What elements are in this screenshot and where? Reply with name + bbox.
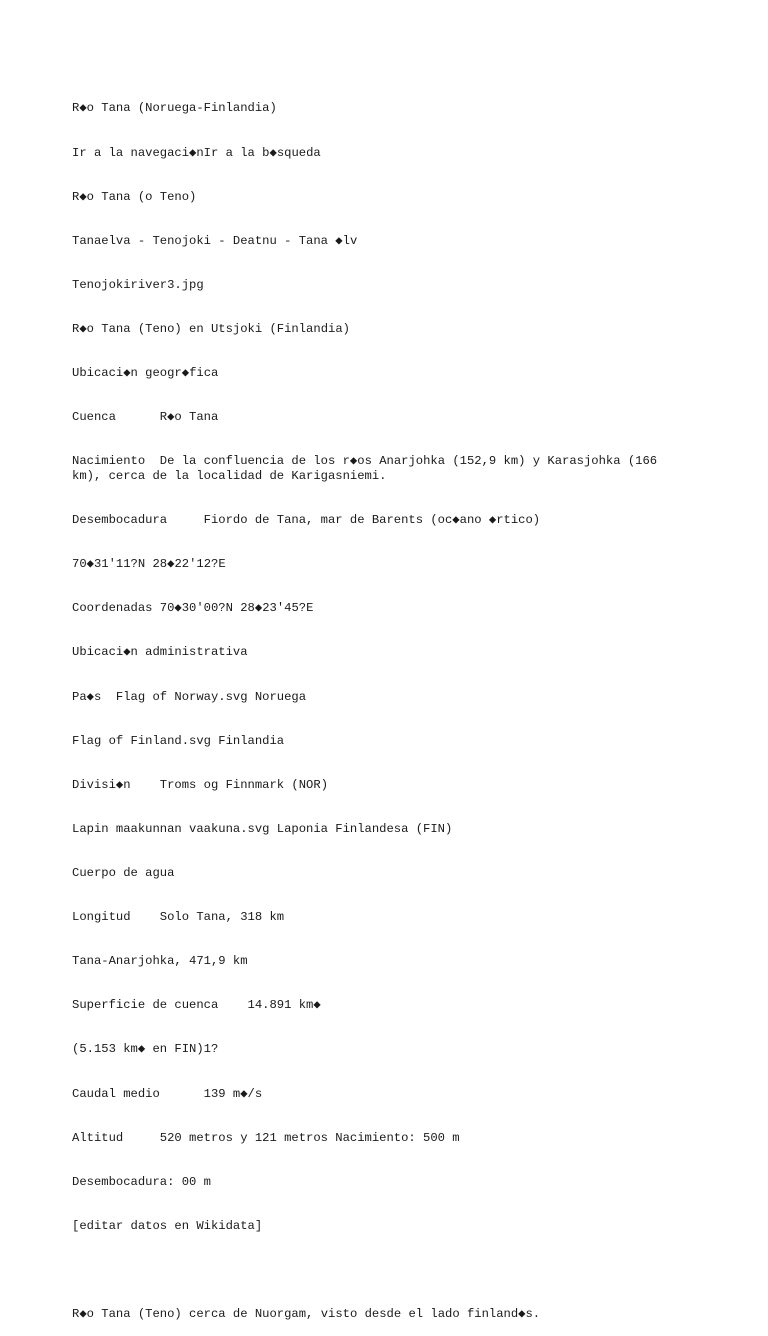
- doc-line-photo-caption: R◆o Tana (Teno) cerca de Nuorgam, visto desde el lado finland◆s.: [72, 1307, 541, 1322]
- doc-line-section-water-body: Cuerpo de agua: [72, 865, 175, 880]
- doc-line-division-fin: Lapin maakunnan vaakuna.svg Laponia Finlandesa (FIN): [72, 821, 453, 836]
- doc-line-country-norway: Pa◆s Flag of Norway.svg Noruega: [72, 689, 307, 704]
- doc-line-alt-names: Tanaelva - Tenojoki - Deatnu - Tana ◆lv: [72, 233, 358, 248]
- doc-line-length-total: Tana-Anarjohka, 471,9 km: [72, 954, 248, 969]
- doc-line-source: Nacimiento De la confluencia de los r◆os Anarjohka (152,9 km) y Karasjohka (166 km), cerca de la localidad de Karigasniemi.: [72, 454, 665, 483]
- doc-line-image-caption: R◆o Tana (Teno) en Utsjoki (Finlandia): [72, 321, 350, 336]
- doc-line-basin-area: Superficie de cuenca 14.891 km◆: [72, 998, 321, 1013]
- doc-line-mouth: Desembocadura Fiordo de Tana, mar de Barents (oc◆ano ◆rtico): [72, 513, 541, 528]
- doc-line-coords-source: 70◆31'11?N 28◆22'12?E: [72, 557, 226, 572]
- doc-line-mean-flow: Caudal medio 139 m◆/s: [72, 1086, 263, 1101]
- doc-line-coordinates: Coordenadas 70◆30'00?N 28◆23'45?E: [72, 601, 314, 616]
- doc-line-section-geographic: Ubicaci◆n geogr◆fica: [72, 366, 219, 381]
- doc-line-basin-area-fin: (5.153 km◆ en FIN)1?: [72, 1042, 219, 1057]
- doc-line-infobox-title: R◆o Tana (o Teno): [72, 189, 197, 204]
- doc-line-skip-links: Ir a la navegaci◆nIr a la b◆squeda: [72, 145, 321, 160]
- doc-line-title: R◆o Tana (Noruega-Finlandia): [72, 101, 277, 116]
- doc-line-altitude-mouth: Desembocadura: 00 m: [72, 1174, 211, 1189]
- paragraph-gap: [72, 1263, 692, 1278]
- document-body: [72, 72, 692, 1336]
- edit-wikidata-link[interactable]: [editar datos en Wikidata]: [72, 1218, 263, 1233]
- doc-line-division-nor: Divisi◆n Troms og Finnmark (NOR): [72, 777, 329, 792]
- doc-line-altitude: Altitud 520 metros y 121 metros Nacimiento: 500 m: [72, 1130, 460, 1145]
- doc-line-section-administrative: Ubicaci◆n administrativa: [72, 645, 248, 660]
- doc-line-country-finland: Flag of Finland.svg Finlandia: [72, 733, 285, 748]
- doc-line-basin: Cuenca R◆o Tana: [72, 410, 219, 425]
- doc-line-length: Longitud Solo Tana, 318 km: [72, 910, 285, 925]
- doc-line-image-filename: Tenojokiriver3.jpg: [72, 277, 204, 292]
